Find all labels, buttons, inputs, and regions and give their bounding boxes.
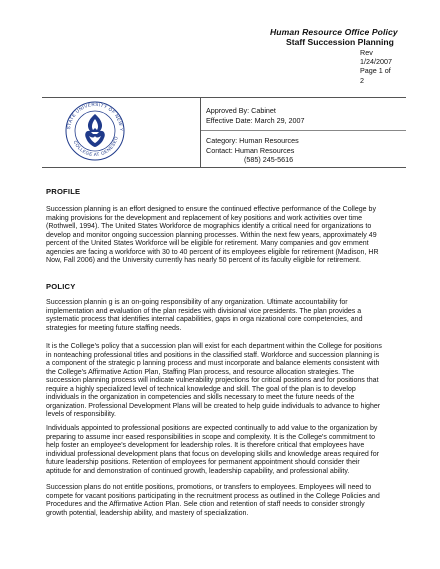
divider-top xyxy=(42,97,406,98)
rev-label: Rev xyxy=(360,48,373,57)
approved-by: Approved By: Cabinet xyxy=(206,106,276,115)
policy-paragraph-3 xyxy=(46,425,398,476)
text-line: Succession planning is an effort designed to ensure the continued effective performance of the College by xyxy=(46,206,376,213)
text-line: preparing to assume incr eased responsibilities in scope and complexity. It is the College's commitment to xyxy=(46,433,376,441)
text-line: compete for vacant positions participating in the recruitment process as outlined in the College Policies and xyxy=(46,492,380,500)
divider-bottom xyxy=(42,167,406,168)
text-line: Succession plans do not entitle positions, promotions, or transfers to employees. Employees will need to xyxy=(46,484,372,491)
text-line: Now, Fall 2006) and the University currently has nearly 50 percent of its faculty eligible for retirement. xyxy=(46,257,361,265)
divider-middle xyxy=(201,130,406,131)
text-line: the College's Affirmative Action Plan, Staffing Plan process, and resource allocation strategies. The xyxy=(46,368,355,376)
text-line: individual professional development plans that focus on developing skills and knowledge areas required for xyxy=(46,450,379,458)
text-line: in nonteaching professional titles and positions in the classified staff. Workforce and succession planning is xyxy=(46,351,380,359)
text-line: organization. Professional Development Plans will be created to help guide individuals to advance to higher xyxy=(46,402,381,410)
revision-block xyxy=(360,48,392,85)
approval-info xyxy=(206,106,305,125)
text-line: making provisions for the development and replacement of key positions and work activities over time xyxy=(46,214,363,222)
text-line: growth potential, leadership ability, and mastery of specialization. xyxy=(46,509,249,517)
document-subtitle: Staff Succession Planning xyxy=(286,37,394,47)
page-total: 2 xyxy=(360,75,364,85)
divider-vertical xyxy=(200,98,201,167)
text-line: help foster an employee's development for leadership roles. It is therefore critical that employees have xyxy=(46,442,365,450)
profile-paragraph xyxy=(46,206,398,266)
effective-date: Effective Date: March 29, 2007 xyxy=(206,115,305,125)
policy-paragraph-4 xyxy=(46,484,398,518)
college-seal-logo xyxy=(60,100,130,162)
text-line: require a highly specialized level of technical knowledge and skill. The goal of the plan is to develop xyxy=(46,385,356,393)
rev-date: 1/24/2007 xyxy=(360,57,392,67)
policy-heading: POLICY xyxy=(46,282,76,291)
text-line: Succession plannin g is an on-going responsibility of any organization. Ultimate accountability for xyxy=(46,299,348,306)
seal-bottom-text: COLLEGE AT GENESEO xyxy=(72,135,119,158)
policy-paragraph-2 xyxy=(46,343,398,420)
contact: Contact: Human Resources xyxy=(206,145,295,155)
text-line: succession planning process will indicate vulnerability projections for critical positions and for positions that xyxy=(46,377,379,385)
seal-top-text: STATE UNIVERSITY OF NEW Y xyxy=(66,101,125,132)
text-line: percent of the United States Workforce will be eligible for retirement. Many companies and gov ernment xyxy=(46,240,369,248)
category: Category: Human Resources xyxy=(206,136,299,145)
page-number: Page 1 of xyxy=(360,66,391,76)
text-line: systematic process that identifies internal capabilities, gaps in orga nizational core competencies, and xyxy=(46,316,363,324)
text-line: a component of the strategic p lanning process and must incorporate and balance elements consistent with xyxy=(46,360,380,368)
text-line: Procedures and the Affirmative Action Plan. Sele ction and retention of staff needs to consider strongly xyxy=(46,501,365,509)
document-title: Human Resource Office Policy xyxy=(270,27,398,37)
text-line: Individuals appointed to professional positions are expected continually to add value to the organization by xyxy=(46,425,378,432)
policy-paragraph-1 xyxy=(46,299,398,333)
text-line: (Rothwell, 1994). The United States Workforce de mographics identify a critical need for organizations to xyxy=(46,223,372,231)
text-line: agencies are facing a workforce with 30 to 40 percent of its employees eligible for retirement (Madison, HR xyxy=(46,248,379,256)
contact-phone: (585) 245-5616 xyxy=(244,155,294,165)
text-line: future leadership positions. Retention of employees for permanent appointment should consider their xyxy=(46,459,360,467)
text-line: individuals in the organization in competencies and skills necessary to meet the future needs of the xyxy=(46,394,355,402)
text-line: strategies for meeting future staffing needs. xyxy=(46,324,182,332)
text-line: implementation and evaluation of the plan resides with divisional vice presidents. The plan provides a xyxy=(46,307,362,315)
text-line: It is the College's policy that a succession plan will exist for each department within the College for positions xyxy=(46,343,382,350)
text-line: levels of responsibility. xyxy=(46,411,116,419)
profile-heading: PROFILE xyxy=(46,187,81,196)
contact-info xyxy=(206,136,299,165)
text-line: aptitude for and demonstration of continued growth, leadership capability, and professional ability. xyxy=(46,467,350,475)
text-line: develop and monitor ongoing succession planning processes. Within the next few years, approximately 49 xyxy=(46,231,377,239)
